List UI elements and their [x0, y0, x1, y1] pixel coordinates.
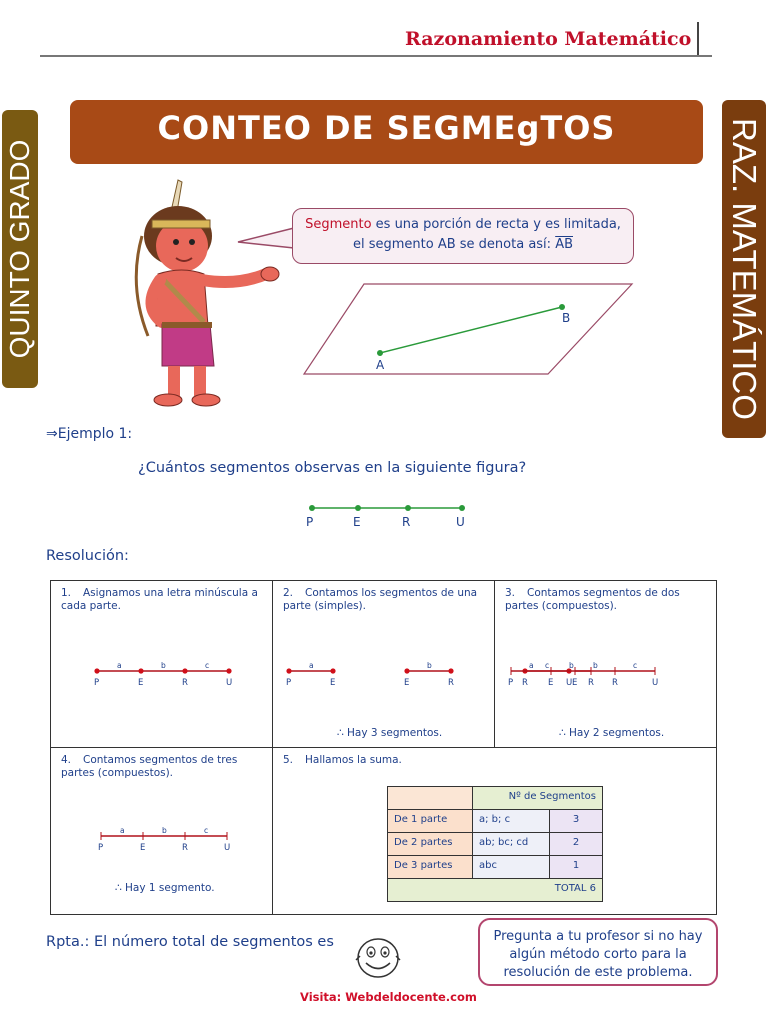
point-label: R: [182, 678, 188, 688]
point-label: E: [404, 678, 410, 688]
segment-point: [226, 668, 231, 673]
peru-point-u: [459, 505, 465, 511]
part-label: c: [545, 661, 550, 670]
summary-count: 3: [550, 810, 603, 833]
step-cell-5: [273, 748, 717, 915]
summary-label: De 2 partes: [388, 833, 473, 856]
side-label-left: QUINTO GRADO: [4, 139, 35, 359]
answer-line: Rpta.: El número total de segmentos es: [46, 934, 334, 950]
step-text: Asignamos una letra minúscula a cada parte.: [61, 587, 258, 612]
part-label: c: [633, 661, 638, 670]
step-number: 5.: [283, 754, 294, 766]
point-label: U: [652, 678, 659, 688]
smiley-icon: [352, 934, 404, 982]
part-label: a: [309, 661, 314, 670]
footer-link[interactable]: Visita: Webdeldocente.com: [300, 990, 477, 1004]
step-conclusion: ∴ Hay 3 segmentos.: [337, 727, 443, 739]
part-label: a: [117, 661, 122, 670]
peru-point-r: [405, 505, 411, 511]
peru-figure: [300, 500, 476, 532]
step-number: 2.: [283, 587, 294, 599]
summary-segments: ab; bc; cd: [473, 833, 550, 856]
part-label: c: [205, 661, 210, 670]
summary-count: 1: [550, 856, 603, 879]
step-number: 1.: [61, 587, 72, 599]
page-title: CONTEO DE SEGMEgTOS: [70, 100, 703, 164]
point-label: E: [572, 678, 578, 688]
summary-label: De 3 partes: [388, 856, 473, 879]
step-cell-2: [273, 581, 573, 748]
point-label: E: [330, 678, 336, 688]
bubble-tail: [236, 222, 296, 252]
step-text: Hallamos la suma.: [305, 754, 402, 766]
point-label: R: [522, 678, 528, 688]
summary-segments: abc: [473, 856, 550, 879]
peru-label-u: U: [456, 515, 465, 529]
summary-label: De 1 parte: [388, 810, 473, 833]
teacher-note: Pregunta a tu profesor si no hay algún método corto para la resolución de este problema.: [478, 918, 718, 986]
point-label: U: [224, 843, 231, 853]
point-label: R: [448, 678, 454, 688]
step-text: Contamos segmentos de dos partes (compuestos).: [505, 587, 680, 612]
segment-point: [182, 668, 187, 673]
part-label: b: [427, 661, 432, 670]
step2-figure: [283, 661, 573, 689]
header-rule: [40, 55, 712, 57]
peru-point-p: [309, 505, 315, 511]
peru-label-r: R: [402, 515, 411, 529]
point-label: P: [98, 843, 104, 853]
side-band-left: [2, 110, 38, 388]
part-label: a: [120, 826, 125, 835]
point-label: P: [508, 678, 514, 688]
summary-count: 2: [550, 833, 603, 856]
character-illustration: [118, 176, 288, 412]
step-conclusion: ∴ Hay 1 segmento.: [115, 882, 215, 894]
plane-outline: [304, 284, 632, 374]
point-b: [559, 304, 565, 310]
step-conclusion: ∴ Hay 2 segmentos.: [559, 727, 665, 739]
step3-figure: [505, 661, 715, 689]
resolution-heading: Resolución:: [46, 548, 129, 564]
part-label: c: [204, 826, 209, 835]
point-label: E: [548, 678, 554, 688]
side-label-right: RAZ. MATEMÁTICO: [726, 118, 763, 420]
segment-point: [330, 668, 335, 673]
point-label: R: [588, 678, 594, 688]
bubble-line1: es una porción de recta y es limitada,: [371, 217, 621, 232]
bubble-notation: $\overline{AB}$: [555, 237, 573, 252]
step-cell-1: [51, 581, 273, 748]
point-label: E: [140, 843, 146, 853]
step-cell-3: [495, 581, 717, 748]
step-cell-4: [51, 748, 273, 915]
definition-bubble: [292, 208, 634, 264]
segment-point: [404, 668, 409, 673]
plane-diagram: [300, 280, 636, 380]
step-number: 3.: [505, 587, 516, 599]
point-label: P: [286, 678, 292, 688]
segment-point: [448, 668, 453, 673]
part-label: b: [162, 826, 167, 835]
point-a: [377, 350, 383, 356]
segment-ab: [380, 307, 562, 353]
summary-header: Nº de Segmentos: [473, 787, 603, 810]
point-label: R: [182, 843, 188, 853]
part-label: b: [569, 661, 574, 670]
side-band-right: [722, 100, 766, 438]
summary-table: [387, 786, 603, 902]
step4-figure: [95, 826, 245, 854]
point-label: E: [138, 678, 144, 688]
bubble-line2: el segmento AB se denota así:: [352, 237, 556, 252]
step-text: Contamos segmentos de tres partes (compuestos).: [61, 754, 238, 779]
peru-point-e: [355, 505, 361, 511]
segment-point: [94, 668, 99, 673]
step-text: Contamos los segmentos de una parte (simples).: [283, 587, 478, 612]
peru-label-p: P: [306, 515, 314, 529]
header-title: Razonamiento Matemático: [405, 28, 692, 50]
segment-point: [138, 668, 143, 673]
segment-point: [286, 668, 291, 673]
summary-segments: a; b; c: [473, 810, 550, 833]
header-divider: [697, 22, 699, 56]
peru-label-e: E: [353, 515, 361, 529]
step-number: 4.: [61, 754, 72, 766]
example-question: ¿Cuántos segmentos observas en la siguiente figura?: [138, 460, 527, 476]
part-label: a: [529, 661, 534, 670]
resolution-grid: [50, 580, 717, 915]
label-b: B: [562, 311, 571, 325]
label-a: A: [376, 358, 385, 372]
point-label: U: [226, 678, 233, 688]
point-label: P: [94, 678, 100, 688]
part-label: b: [593, 661, 598, 670]
step1-figure: [91, 661, 241, 689]
point-label: U: [566, 678, 573, 688]
summary-total: TOTAL 6: [388, 879, 603, 902]
part-label: b: [161, 661, 166, 670]
bubble-keyword: Segmento: [305, 217, 372, 232]
example-heading: ⇒Ejemplo 1:: [46, 426, 133, 442]
point-label: R: [612, 678, 618, 688]
